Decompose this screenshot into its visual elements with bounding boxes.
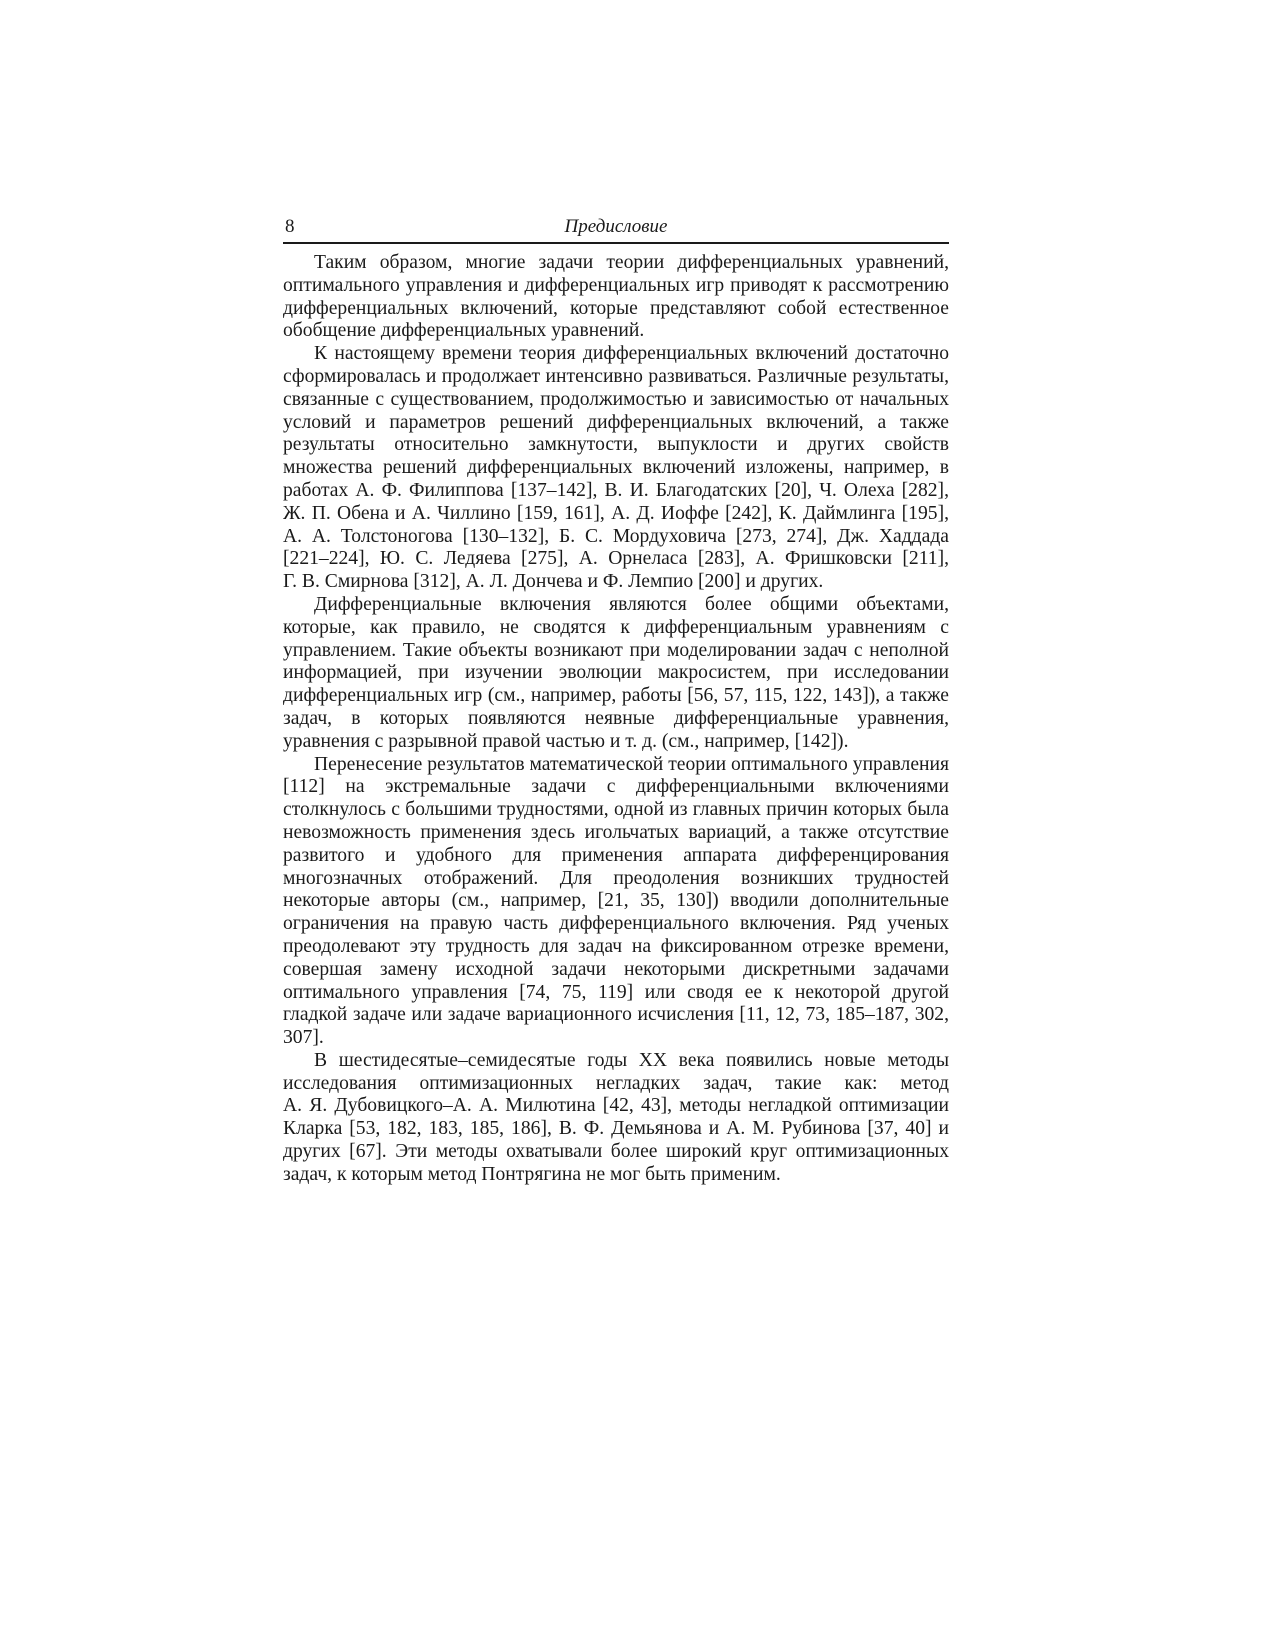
running-title: Предисловие — [564, 216, 668, 237]
paragraph: В шестидесятые–семидесятые годы XX века появились новые методы исследования оптимизационных негладких задач, такие как: метод А. Я. Дубовицкого–А. А. Милютина [42, 43], методы негладкой оптимизации Кларка [53, 182, 183, 185, 186], В. Ф. Демьянова и А. М. Рубинова [37, 40] и других [67]. Эти методы охватывали более широкий круг оптимизационных задач, к которым метод Понтрягина не мог быть применим. — [283, 1049, 949, 1185]
paragraph: Таким образом, многие задачи теории дифференциальных уравнений, оптимального управления и дифференциальных игр приводят к рассмотрению дифференциальных включений, которые представляют собой естественное обобщение дифференциальных уравнений. — [283, 252, 949, 342]
book-page — [283, 214, 949, 1187]
paragraph: Дифференциальные включения являются более общими объектами, которые, как правило, не сводятся к дифференциальным уравнениям с управлением. Такие объекты возникают при моделировании задач с неполной информацией, при изучении эволюции макросистем, при исследовании дифференциальных игр (см., например, работы [56, 57, 115, 122, 143]), а также задач, в которых появляются неявные дифференциальные уравнения, уравнения с разрывной правой частью и т. д. (см., например, [142]). — [283, 593, 949, 752]
page-number: 8 — [285, 216, 295, 237]
paragraph: Перенесение результатов математической теории оптимального управления [112] на экстремальные задачи с дифференциальными включениями столкнулось с большими трудностями, одной из главных причин которых была невозможность применения здесь игольчатых вариаций, а также отсутствие развитого и удобного для применения аппарата дифференцирования многозначных отображений. Для преодоления возникших трудностей некоторые авторы (см., например, [21, 35, 130]) вводили дополнительные ограничения на правую часть дифференциального включения. Ряд ученых преодолевают эту трудность для задач на фиксированном отрезке времени, совершая замену исходной задачи некоторыми дискретными задачами оптимального управления [74, 75, 119] или сводя ее к некоторой другой гладкой задаче или задаче вариационного исчисления [11, 12, 73, 185–187, 302, 307]. — [283, 753, 949, 1049]
body-text — [283, 252, 949, 1187]
running-header — [283, 214, 949, 244]
paragraph: К настоящему времени теория дифференциальных включений достаточно сформировалась и продолжает интенсивно развиваться. Различные результаты, связанные с существованием, продолжимостью и зависимостью от начальных условий и параметров решений дифференциальных включений, а также результаты относительно замкнутости, выпуклости и других свойств множества решений дифференциальных включений изложены, например, в работах А. Ф. Филиппова [137–142], В. И. Благодатских [20], Ч. Олеха [282], Ж. П. Обена и А. Чиллино [159, 161], А. Д. Иоффе [242], К. Даймлинга [195], А. А. Толстоногова [130–132], Б. С. Мордуховича [273, 274], Дж. Хаддада [221–224], Ю. С. Ледяева [275], А. Орнеласа [283], А. Фришковски [211], Г. В. Смирнова [312], А. Л. Дончева и Ф. Лемпио [200] и других. — [283, 343, 949, 593]
